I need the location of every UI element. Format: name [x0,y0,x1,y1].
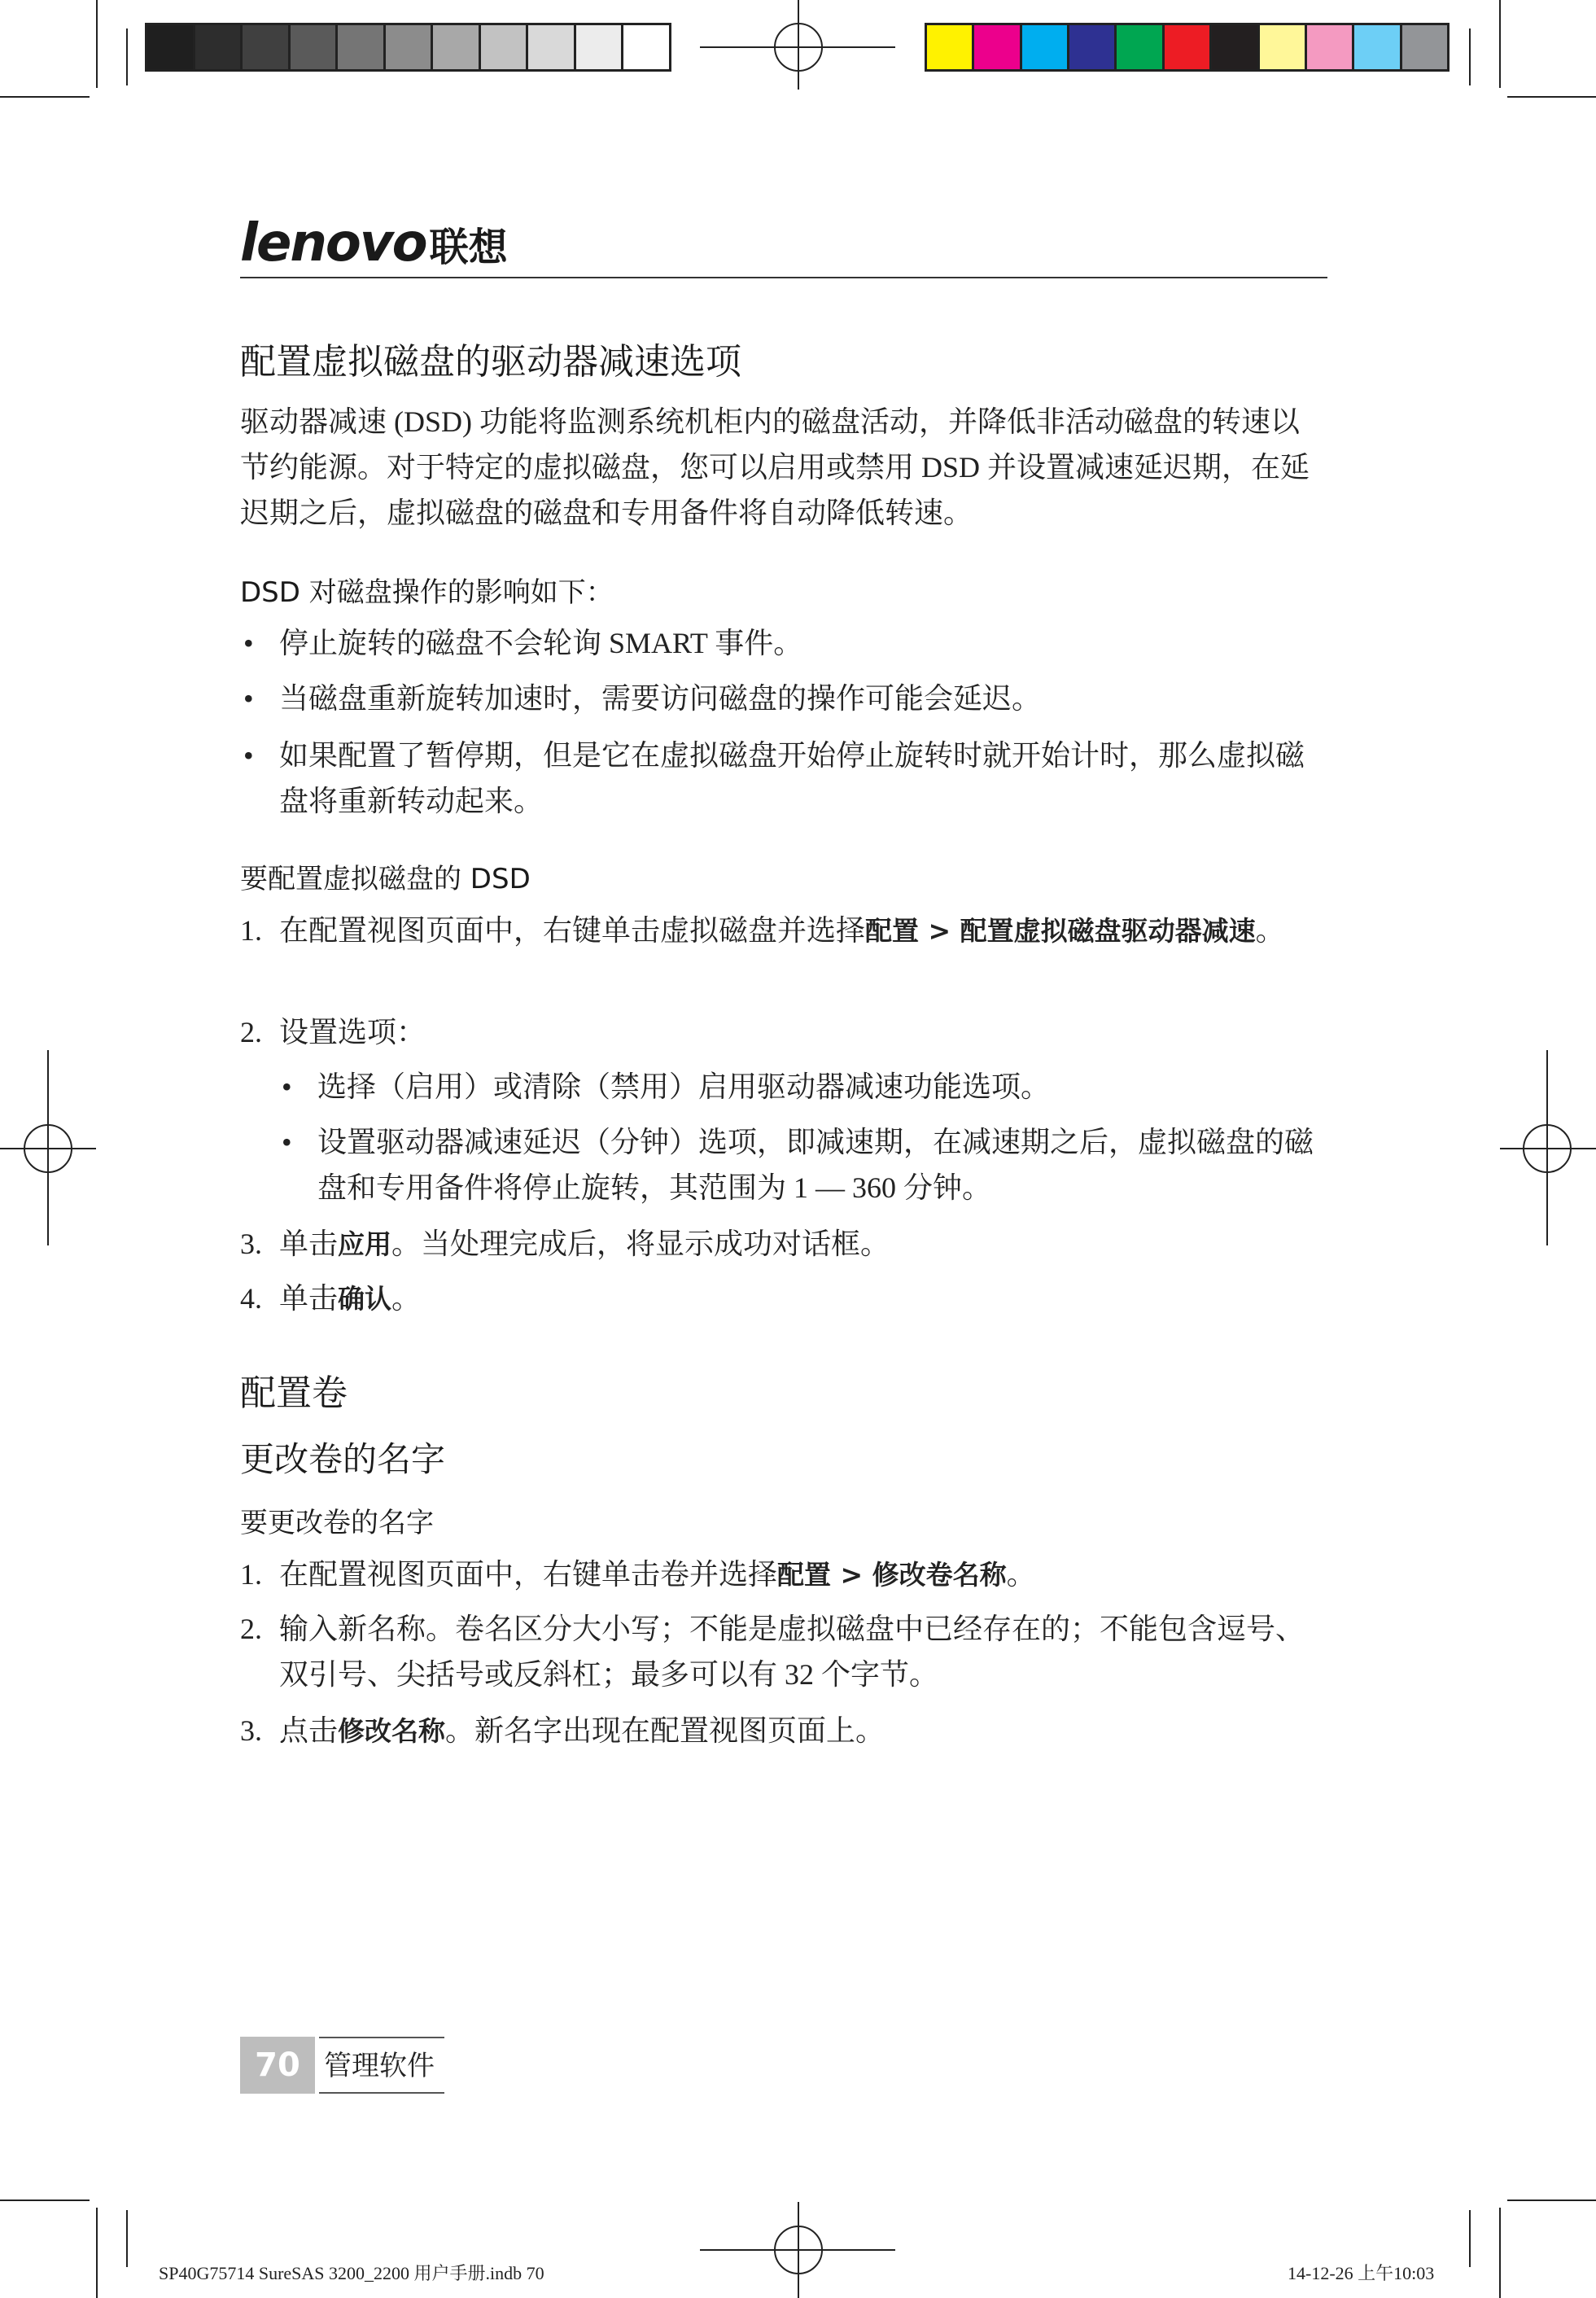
color-swatch [1069,25,1117,69]
logo-text: lenovo [240,213,426,274]
lenovo-logo [240,213,508,274]
color-swatch [1260,25,1307,69]
color-swatch [1117,25,1164,69]
color-swatch [1022,25,1069,69]
gray-swatch [576,25,624,69]
rename-step-2: 2. 输入新名称。卷名区分大小写；不能是虚拟磁盘中已经存在的；不能包含逗号、双引号、尖括号或反斜杠；最多可以有 32 个字节。 [240,1613,1305,1691]
gray-swatch [623,25,669,69]
gray-swatch [338,25,386,69]
step-3: 3. 单击应用。当处理完成后，将显示成功对话框。 [240,1228,890,1260]
effect-item: • 当磁盘重新旋转加速时，需要访问磁盘的操作可能会延迟。 [243,682,1042,715]
gray-swatch [291,25,339,69]
logo-cn-text: 联想 [429,225,508,270]
rename-heading: 要更改卷的名字 [240,1507,434,1539]
color-swatch [1354,25,1401,69]
color-swatch [1307,25,1354,69]
process-color-bar [925,23,1450,72]
rename-title: 更改卷的名字 [240,1439,446,1479]
color-swatch [1402,25,1447,69]
rename-step-1: 1. 在配置视图页面中，右键单击卷并选择配置 > 修改卷名称。 [240,1558,1036,1591]
gray-swatch [481,25,529,69]
step-1: 1. 在配置视图页面中，右键单击虚拟磁盘并选择配置 > 配置虚拟磁盘驱动器减速。 [240,914,1285,947]
color-swatch [927,25,974,69]
grayscale-color-bar [145,23,671,72]
step-2: 2. 设置选项： [240,1016,426,1048]
header-rule [240,277,1327,278]
gray-swatch [433,25,481,69]
section-title-dsd: 配置虚拟磁盘的驱动器减速选项 [240,341,741,383]
gray-swatch [386,25,434,69]
config-dsd-heading: 要配置虚拟磁盘的 DSD [240,863,531,895]
section-title-volume: 配置卷 [240,1372,348,1414]
file-info: SP40G75714 SureSAS 3200_2200 用户手册.indb 70 [159,2263,544,2283]
step-4: 4. 单击确认。 [240,1282,422,1315]
page-section-label: 管理软件 [319,2037,444,2094]
rename-step-3: 3. 点击修改名称。新名字出现在配置视图页面上。 [240,1714,885,1747]
gray-swatch [528,25,576,69]
color-swatch [974,25,1021,69]
color-swatch [1165,25,1212,69]
print-timestamp: 14-12-26 上午10:03 [1288,2263,1435,2283]
effects-heading: DSD 对磁盘操作的影响如下： [240,576,614,609]
effect-item: • 停止旋转的磁盘不会轮询 SMART 事件。 [243,627,803,659]
step-2-option: • 选择（启用）或清除（禁用）启用驱动器减速功能选项。 [282,1070,1051,1103]
color-swatch [1212,25,1259,69]
page-number: 70 [240,2037,315,2094]
step-2-option: • 设置驱动器减速延迟（分钟）选项，即减速期，在减速期之后，虚拟磁盘的磁盘和专用备件将停止旋转，其范围为 1 — 360 分钟。 [282,1126,1314,1204]
gray-swatch [147,25,195,69]
effect-item: • 如果配置了暂停期，但是它在虚拟磁盘开始停止旋转时就开始计时，那么虚拟磁盘将重新转动起来。 [243,739,1305,817]
dsd-intro-paragraph: 驱动器减速 (DSD) 功能将监测系统机柜内的磁盘活动，并降低非活动磁盘的转速以节约能源。对于特定的虚拟磁盘，您可以启用或禁用 DSD 并设置减速延迟期，在延迟期之后，虚拟磁盘的磁盘和专用备件将自动降低转速。 [240,405,1310,529]
gray-swatch [243,25,291,69]
gray-swatch [195,25,243,69]
